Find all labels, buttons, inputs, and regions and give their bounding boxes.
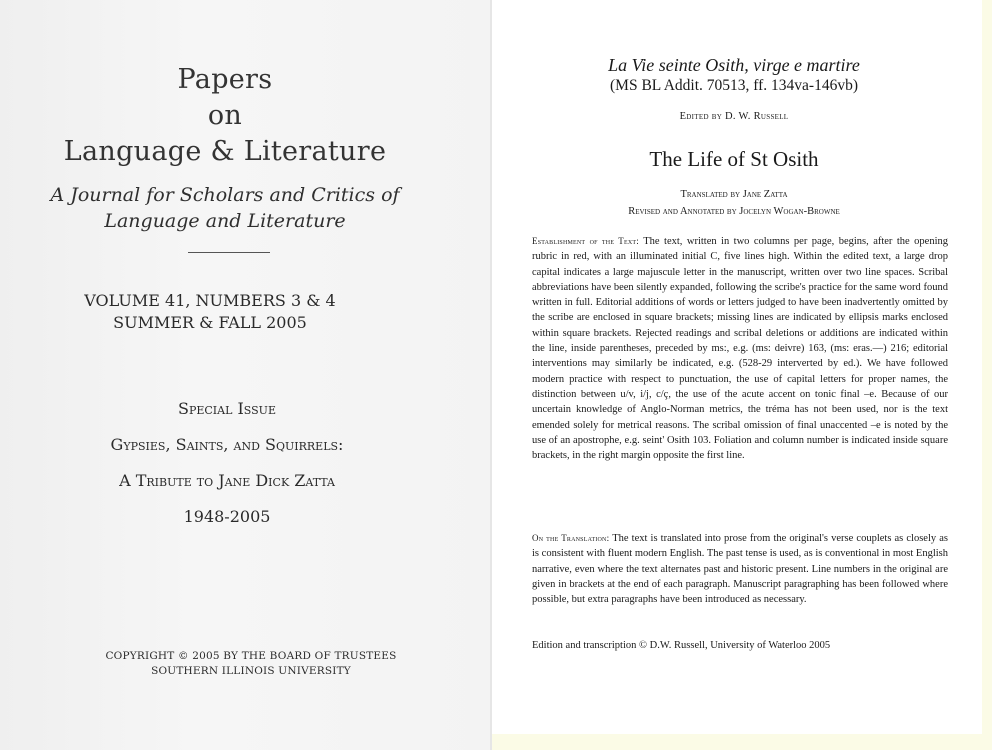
copyright-line-2: SOUTHERN ILLINOIS UNIVERSITY [151, 665, 351, 677]
journal-title-page [0, 0, 492, 750]
edition-credit: Edition and transcription © D.W. Russell, University of Waterloo 2005 [532, 640, 831, 651]
volume-number: VOLUME 41, NUMBERS 3 & 4 [84, 291, 336, 310]
issue-title: Gypsies, Saints, and Squirrels: [110, 435, 344, 454]
journal-title-line-3: Language & Literature [63, 136, 387, 167]
journal-subtitle-line-1: A Journal for Scholars and Critics of [50, 184, 400, 206]
tribute-years: 1948-2005 [183, 507, 271, 526]
editor-credit: Edited by D. W. Russell [679, 111, 789, 122]
journal-subtitle-line-2: Language and Literature [104, 210, 346, 232]
special-issue-label: Special Issue [178, 399, 276, 418]
journal-title-line-2: on [207, 100, 243, 131]
establishment-paragraph [532, 234, 948, 463]
page-bottom-edge [492, 734, 992, 750]
translation-paragraph [532, 531, 948, 607]
translator-credit: Translated by Jane Zatta [680, 189, 788, 200]
tribute-line: A Tribute to Jane Dick Zatta [119, 471, 335, 490]
copyright-line-1: COPYRIGHT © 2005 BY THE BOARD OF TRUSTEES [105, 650, 397, 662]
article-opening-page [492, 0, 992, 750]
manuscript-reference: (MS BL Addit. 70513, ff. 134va-146vb) [610, 77, 858, 94]
page-edge [982, 0, 992, 750]
journal-title-line-1: Papers [177, 64, 273, 95]
translation-label: On the Translation: [532, 533, 610, 543]
article-heading: The Life of St Osith [649, 147, 819, 171]
title-divider [188, 252, 270, 253]
work-title: La Vie seinte Osith, virge e martire [608, 55, 860, 75]
translation-text: The text is translated into prose from the original's verse couplets as closely as is consistent with fluent modern English. The past tense is used, as is conventional in most English narrative, even where the text alternates past and historic present. Line numbers in the original are given in brackets at the end of each paragraph. Manuscript paragraphing has been followed where possible, but extra paragraphs have been introduced as necessary. [532, 533, 948, 606]
volume-season: SUMMER & FALL 2005 [113, 313, 307, 332]
establishment-label: Establishment of the Text: [532, 236, 639, 246]
establishment-text: The text, written in two columns per page, begins, after the opening rubric in red, with an illuminated initial C, five lines high. Within the edited text, a large drop capital indicates a large majuscule letter in the manuscript, written over two line spaces. Scribal abbreviations have been silently expanded, following the scribe's practice for the same word found written in full. Editorial additions of words or letters judged to have been inadvertently omitted by the scribe are enclosed in square brackets; missing lines are indicated by ellipsis marks enclosed within square brackets. Rejected readings and scribal deletions or additions are indicated within the line, inside parentheses, preceded by ms:, e.g. (ms: deivre) 163, (ms: eras.—) 216; editorial interventions may similarly be indicated, e.g. (528-29 interverted by ed.). We have followed modern practice with respect to punctuation, the use of capital letters for proper names, the distinction between u/v, i/j, c/ç, the use of the acute accent on tonic final –e. Because of our uncertain knowledge of Anglo-Norman metrics, the tréma has not been used, nor is the text emended solely for metrical reasons. The scribal omission of final unaccented –e is noted by the use of an apostrophe, e.g. seint' Osith 103. Foliation and column number is indicated inside square brackets, in the right margin opposite the first line. [532, 236, 949, 462]
reviser-credit: Revised and Annotated by Jocelyn Wogan-Browne [628, 206, 840, 217]
